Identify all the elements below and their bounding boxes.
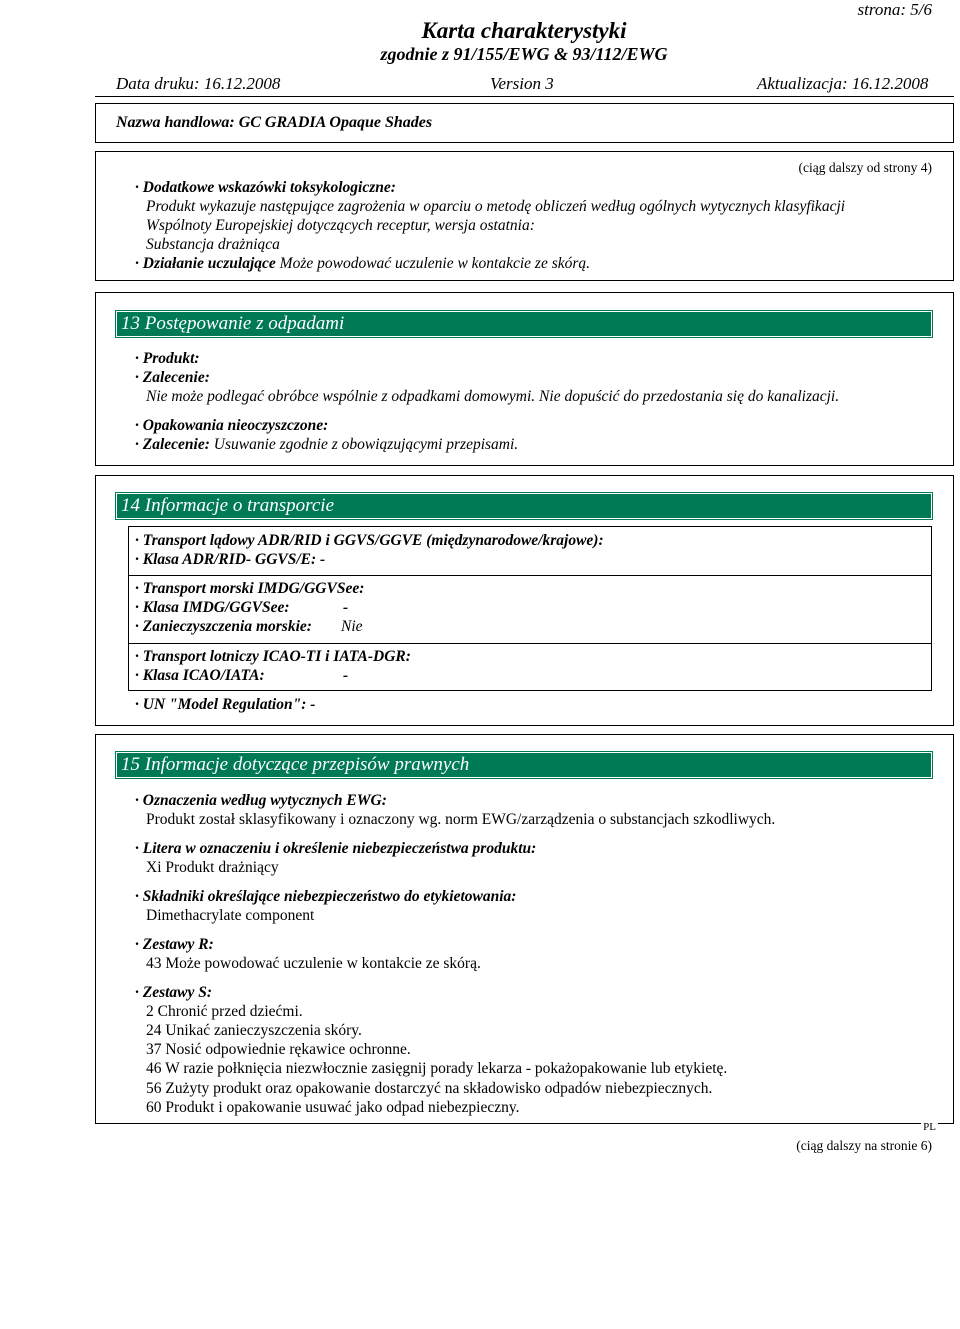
trade-name-box bbox=[95, 103, 954, 143]
sea-transport-label: · Transport morski IMDG/GGVSee: bbox=[135, 580, 365, 597]
tox-line-1: Produkt wykazuje następujące zagrożenia w oparciu o metodę obliczeń według ogólnych wytycznych klasyfikacji bbox=[146, 198, 846, 215]
land-transport-label: · Transport lądowy ADR/RID i GGVS/GGVE (międzynarodowe/krajowe): bbox=[135, 532, 604, 549]
s-phrase-item: 56 Zużyty produkt oraz opakowanie dostarczyć na składowisko odpadów niebezpiecznych. bbox=[146, 1080, 713, 1097]
continued-to: (ciąg dalszy na stronie 6) bbox=[796, 1138, 932, 1153]
marine-pollutant-value: Nie bbox=[341, 618, 363, 635]
tox-line-3: Substancja drażniąca bbox=[146, 236, 280, 253]
s-phrases-label: · Zestawy S: bbox=[135, 984, 213, 1001]
sea-class-value: - bbox=[343, 599, 349, 616]
sea-class-label: · Klasa IMDG/GGVSee: bbox=[135, 599, 290, 616]
air-class-value: - bbox=[343, 667, 349, 684]
s-phrase-item: 46 W razie połknięcia niezwłocznie zasięgnij porady lekarza - pokażopakowanie lub etykietę. bbox=[146, 1060, 728, 1077]
tox-label: · Dodatkowe wskazówki toksykologiczne: bbox=[135, 179, 396, 196]
recommendation-text: Nie może podlegać obróbce wspólnie z odpadkami domowymi. Nie dopuścić do przedostania się do kanalizacji. bbox=[146, 388, 840, 405]
document-title: Karta charakterystyki bbox=[421, 18, 627, 43]
un-model-regulation: · UN "Model Regulation": - bbox=[135, 696, 316, 713]
hazard-letter-label: · Litera w oznaczeniu i określenie niebezpieczeństwa produktu: bbox=[135, 840, 537, 857]
continued-from: (ciąg dalszy od strony 4) bbox=[798, 160, 932, 175]
tox-line-2: Wspólnoty Europejskiej dotyczących receptur, wersja ostatnia: bbox=[146, 217, 535, 234]
trade-name: Nazwa handlowa: GC GRADIA Opaque Shades bbox=[116, 114, 433, 131]
document-subtitle: zgodnie z 91/155/EWG & 93/112/EWG bbox=[380, 44, 668, 64]
land-class: · Klasa ADR/RID- GGVS/E: - bbox=[135, 551, 326, 568]
s-phrase-item: 24 Unikać zanieczyszczenia skóry. bbox=[146, 1022, 362, 1039]
packaging-label: · Opakowania nieoczyszczone: bbox=[135, 417, 329, 434]
update-date: Aktualizacja: 16.12.2008 bbox=[757, 74, 929, 93]
r-phrase-43: 43 Może powodować uczulenie w kontakcie ze skórą. bbox=[146, 955, 481, 972]
product-label: · Produkt: bbox=[135, 350, 200, 367]
hazard-letter-text: Xi Produkt drażniący bbox=[146, 859, 279, 876]
components-text: Dimethacrylate component bbox=[146, 907, 315, 924]
packaging-recommendation: · Zalecenie: Usuwanie zgodnie z obowiązującymi przepisami. bbox=[135, 436, 519, 453]
section-14-heading: 14 Informacje o transporcie bbox=[116, 493, 932, 519]
version: Version 3 bbox=[490, 74, 554, 93]
eec-text: Produkt został sklasyfikowany i oznaczony wg. norm EWG/zarządzenia o substancjach szkodliwych. bbox=[146, 811, 776, 828]
s-phrase-item: 37 Nosić odpowiednie rękawice ochronne. bbox=[146, 1041, 411, 1058]
print-date: Data druku: 16.12.2008 bbox=[116, 74, 281, 93]
r-phrases-label: · Zestawy R: bbox=[135, 936, 214, 953]
page-number: strona: 5/6 bbox=[857, 0, 932, 19]
marine-pollutant-label: · Zanieczyszczenia morskie: bbox=[135, 618, 312, 635]
language-code: PL bbox=[923, 1121, 936, 1133]
air-class-label: · Klasa ICAO/IATA: bbox=[135, 667, 265, 684]
s-phrase-item: 60 Produkt i opakowanie usuwać jako odpad niebezpieczny. bbox=[146, 1099, 520, 1116]
sensitization: · Działanie uczulające Może powodować uczulenie w kontakcie ze skórą. bbox=[135, 255, 591, 272]
section-15-heading: 15 Informacje dotyczące przepisów prawnych bbox=[116, 752, 932, 778]
s-phrase-item: 2 Chronić przed dziećmi. bbox=[146, 1003, 303, 1020]
air-transport-label: · Transport lotniczy ICAO-TI i IATA-DGR: bbox=[135, 648, 411, 665]
eec-label: · Oznaczenia według wytycznych EWG: bbox=[135, 792, 387, 809]
header-divider bbox=[95, 96, 954, 97]
recommendation-label: · Zalecenie: bbox=[135, 369, 210, 386]
section-13-heading: 13 Postępowanie z odpadami bbox=[116, 311, 932, 337]
components-label: · Składniki określające niebezpieczeństwo do etykietowania: bbox=[135, 888, 517, 905]
